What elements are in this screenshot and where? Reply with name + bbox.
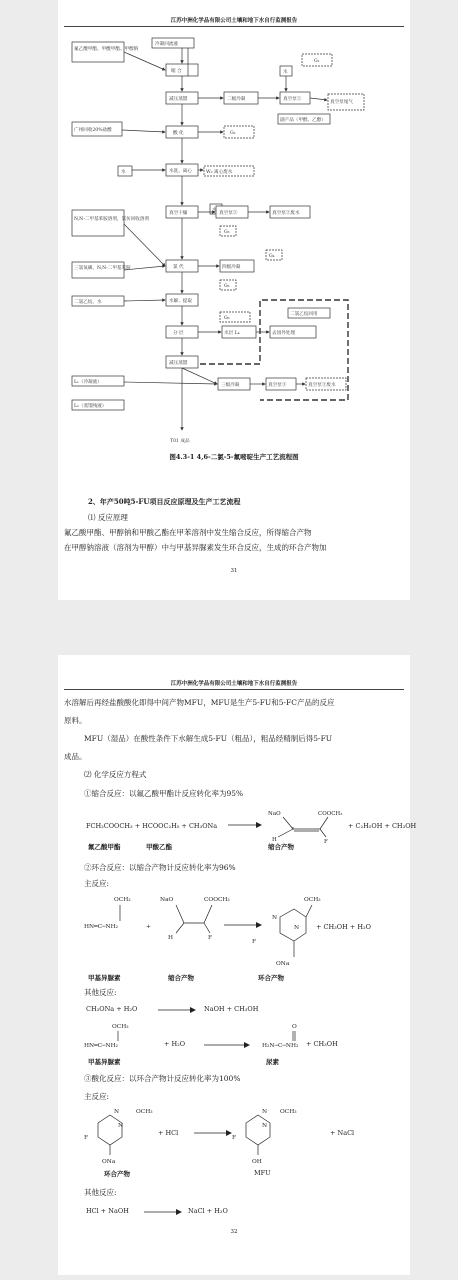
svg-text:F: F xyxy=(84,1135,89,1141)
label-cyclization-product: 环合产物 xyxy=(258,974,284,982)
svg-text:减压蒸馏: 减压蒸馏 xyxy=(169,97,188,102)
reaction-1-reactants: FCH₂COOCH₃ + HCOOC₂H₅ + CH₃ONa xyxy=(86,822,218,830)
svg-text:F: F xyxy=(208,935,213,941)
other-reaction-label: 其他反应: xyxy=(84,988,117,997)
svg-text:真空干燥: 真空干燥 xyxy=(169,211,188,216)
svg-text:G₅: G₅ xyxy=(224,284,230,289)
svg-text:H: H xyxy=(168,935,174,941)
svg-text:G₂: G₂ xyxy=(230,131,236,136)
svg-text:W₂ 离心废水: W₂ 离心废水 xyxy=(206,170,233,175)
section-heading: 2、年产50吨5-FU项目反应原理及生产工艺流程 xyxy=(88,497,241,506)
side-reaction-2-water: + H₂O xyxy=(164,1040,186,1048)
reaction-2-title: ②环合反应：以缩合产物计反应转化率为96% xyxy=(84,863,236,872)
svg-text:H₂N─C─NH₂: H₂N─C─NH₂ xyxy=(262,1043,299,1049)
svg-text:OCH₃: OCH₃ xyxy=(136,1109,153,1115)
svg-text:四级冷凝: 四级冷凝 xyxy=(222,265,241,270)
other-reaction-label: 其他反应: xyxy=(84,1188,117,1197)
svg-text:N: N xyxy=(294,925,300,931)
process-flow-diagram xyxy=(70,30,400,450)
side-reaction-2-methanol: + CH₃OH xyxy=(306,1040,338,1048)
svg-text:N: N xyxy=(118,1123,124,1129)
svg-text:真空泵尾气: 真空泵尾气 xyxy=(330,100,353,105)
paragraph-line: 原料。 xyxy=(64,716,87,725)
page-number: 31 xyxy=(230,568,238,574)
svg-text:F: F xyxy=(324,839,328,845)
reaction-1-title: ①缩合反应：以氟乙酸甲酯计反应转化率为95% xyxy=(84,789,244,798)
svg-text:二氯乙烷、水: 二氯乙烷、水 xyxy=(74,300,102,305)
svg-text:G₁: G₁ xyxy=(314,59,320,64)
label-urea: 尿素 xyxy=(266,1058,279,1066)
label-methyl-fluoroacetate: 氟乙酸甲酯 xyxy=(88,843,121,851)
svg-text:N,N-二甲基苯胺溶剂，氯仿回收溶剂: N,N-二甲基苯胺溶剂，氯仿回收溶剂 xyxy=(74,217,150,222)
svg-text:真空泵③: 真空泵③ xyxy=(268,383,287,388)
paragraph-line: 在甲醇钠溶液（溶剂为甲醇）中与甲基异脲素发生环合反应，生成的环合产物加 xyxy=(64,543,327,552)
svg-text:水: 水 xyxy=(212,208,217,213)
svg-text:水解、提取: 水解、提取 xyxy=(169,299,192,304)
svg-text:F: F xyxy=(252,939,257,945)
input-box-raw xyxy=(72,42,124,62)
svg-text:H: H xyxy=(272,837,277,843)
side-reaction-1-right: NaOH + CH₃OH xyxy=(204,1005,259,1013)
svg-text:二氯乙烷回用: 二氯乙烷回用 xyxy=(290,312,318,317)
svg-text:水: 水 xyxy=(121,170,126,175)
svg-text:N: N xyxy=(272,915,278,921)
svg-text:ONa: ONa xyxy=(102,1159,116,1165)
svg-text:HN═C─NH₂: HN═C─NH₂ xyxy=(84,924,118,930)
main-reaction-label: 主反应: xyxy=(84,1092,110,1101)
label-cyclization-product: 环合产物 xyxy=(104,1170,130,1178)
svg-text:ONa: ONa xyxy=(276,961,290,967)
svg-text:COOCH₃: COOCH₃ xyxy=(318,811,343,817)
svg-text:O: O xyxy=(292,1024,297,1030)
svg-text:二级冷凝: 二级冷凝 xyxy=(227,97,246,102)
side-reaction-2-structures xyxy=(84,1021,384,1053)
svg-text:N: N xyxy=(262,1109,268,1115)
svg-text:三级冷凝: 三级冷凝 xyxy=(221,383,240,388)
paragraph-line: 成品。 xyxy=(64,752,87,761)
svg-text:OCH₃: OCH₃ xyxy=(114,897,131,903)
svg-text:G₃: G₃ xyxy=(224,230,230,235)
svg-text:NaO: NaO xyxy=(160,897,174,903)
svg-text:冷凝回流液: 冷凝回流液 xyxy=(155,42,178,47)
subheading-equations: ⑵ 化学反应方程式 xyxy=(84,770,147,779)
figure-caption: 图4.3-1 4,6-二氯-5-氟嘧啶生产工艺流程图 xyxy=(169,453,299,461)
svg-text:副产品（甲醇、乙醇）: 副产品（甲醇、乙醇） xyxy=(280,118,326,123)
reaction-2-byproducts: + CH₃OH + H₂O xyxy=(316,923,371,931)
report-page-31 xyxy=(58,0,410,600)
svg-text:G₄: G₄ xyxy=(269,254,275,259)
svg-text:广州回收20%盐酸: 广州回收20%盐酸 xyxy=(74,128,112,133)
svg-text:+: + xyxy=(146,924,151,930)
input-box-solvent xyxy=(72,210,124,236)
reaction-1-byproducts: + C₂H₅OH + CH₃OH xyxy=(348,822,417,830)
svg-text:去园外处理: 去园外处理 xyxy=(272,331,295,336)
svg-text:G₆: G₆ xyxy=(224,316,230,321)
svg-text:F: F xyxy=(232,1135,237,1141)
svg-text:三氯氧磷、N,N-二甲基苯胺: 三氯氧磷、N,N-二甲基苯胺 xyxy=(74,266,131,271)
page-header: 江苏中洲化学品有限公司土壤和地下水自行监测报告 xyxy=(64,679,404,690)
side-reaction-3-right: NaCl + H₂O xyxy=(188,1207,228,1215)
side-reaction-3-left: HCl + NaOH xyxy=(86,1207,129,1215)
svg-text:氯 代: 氯 代 xyxy=(173,265,184,270)
page-number: 32 xyxy=(230,1229,238,1235)
svg-text:减压蒸馏: 减压蒸馏 xyxy=(169,361,188,366)
svg-text:真空泵②废水: 真空泵②废水 xyxy=(272,211,300,216)
svg-text:真空泵①: 真空泵① xyxy=(283,97,302,102)
reaction-arrow xyxy=(158,1005,198,1015)
label-condensation-product: 缩合产物 xyxy=(168,974,194,982)
label-condensation-product: 缩合产物 xyxy=(268,843,294,851)
label-methylisourea: 甲基异脲素 xyxy=(88,1058,121,1066)
reaction-3-hcl: + HCl xyxy=(158,1129,179,1137)
paragraph-line: 水溶解后再经盐酸酸化即得中间产物MFU，MFU是生产5-FU和5-FC产品的反应 xyxy=(64,698,335,707)
svg-text:T01 成品: T01 成品 xyxy=(170,439,190,444)
svg-text:OH: OH xyxy=(252,1159,262,1165)
main-reaction-label: 主反应: xyxy=(84,879,110,888)
subheading-principle: ⑴ 反应原理 xyxy=(88,513,128,522)
report-page-32 xyxy=(58,655,417,1275)
svg-text:酸 化: 酸 化 xyxy=(173,131,184,136)
page-header: 江苏中洲化学品有限公司土壤和地下水自行监测报告 xyxy=(64,16,404,27)
side-reaction-1-left: CH₃ONa + H₂O xyxy=(86,1005,138,1013)
svg-text:L₁（冷凝液）: L₁（冷凝液） xyxy=(74,380,102,385)
svg-text:水洗、离心: 水洗、离心 xyxy=(169,169,192,174)
svg-text:OCH₃: OCH₃ xyxy=(280,1109,297,1115)
label-methylisourea: 甲基异脲素 xyxy=(88,974,121,982)
reaction-2-structures xyxy=(84,893,404,971)
svg-text:NaO: NaO xyxy=(268,811,281,817)
svg-text:真空泵②: 真空泵② xyxy=(219,211,238,216)
svg-text:缩 合: 缩 合 xyxy=(171,69,182,74)
svg-text:OCH₃: OCH₃ xyxy=(304,897,321,903)
label-mfu: MFU xyxy=(254,1169,271,1177)
svg-text:HN═C─NH₂: HN═C─NH₂ xyxy=(84,1043,118,1049)
label-raw: 氟乙酸甲酯、甲酸甲酯、甲醇钠 xyxy=(74,47,139,52)
svg-text:COOCH₃: COOCH₃ xyxy=(204,897,230,903)
svg-text:N: N xyxy=(114,1109,120,1115)
label-ethyl-formate: 甲酸乙酯 xyxy=(146,843,172,851)
paragraph-line: 氟乙酸甲酯、甲醇钠和甲酸乙酯在甲苯溶剂中发生缩合反应，所得缩合产物 xyxy=(64,528,312,537)
svg-text:L₂（蒸馏残液）: L₂（蒸馏残液） xyxy=(74,404,107,409)
svg-text:真空泵③废水: 真空泵③废水 xyxy=(308,383,336,388)
reaction-3-title: ③酸化反应：以环合产物计反应转化率为100% xyxy=(84,1074,241,1083)
reaction-3-nacl: + NaCl xyxy=(330,1129,355,1137)
paragraph-line: MFU（湿品）在酸性条件下水解生成5-FU（粗品），粗品经精制后得5-FU xyxy=(84,734,333,743)
svg-text:水: 水 xyxy=(283,70,288,75)
svg-text:水层 L₄: 水层 L₄ xyxy=(224,331,240,336)
svg-text:分 层: 分 层 xyxy=(173,331,184,336)
svg-text:OCH₃: OCH₃ xyxy=(112,1024,129,1030)
svg-text:N: N xyxy=(262,1123,268,1129)
reaction-arrow xyxy=(144,1207,184,1217)
